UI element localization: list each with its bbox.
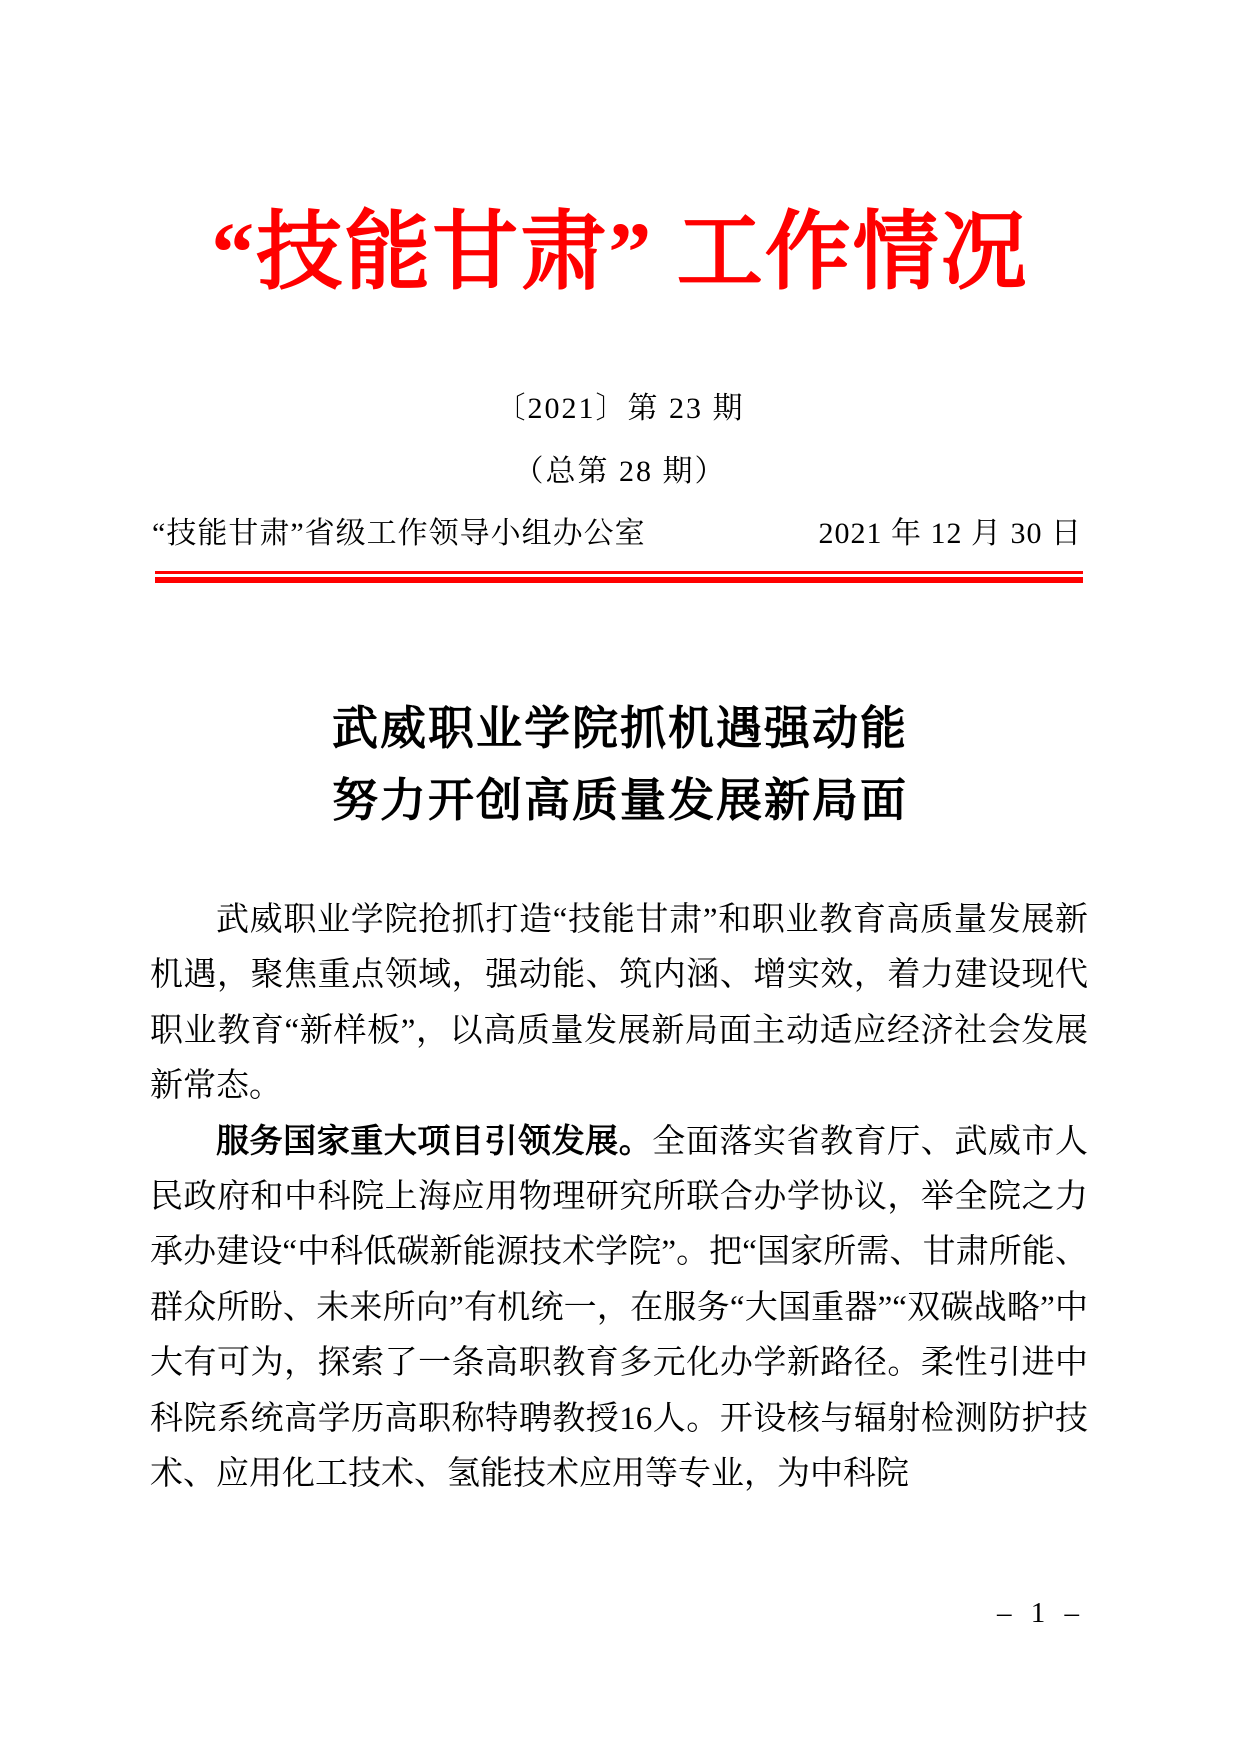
issue-date: 2021 年 12 月 30 日 — [818, 517, 1082, 550]
article-body — [150, 893, 1088, 1502]
issuing-office: “技能甘肃”省级工作领导小组办公室 — [152, 517, 646, 550]
paragraph-1-text: 武威职业学院抢抓打造“技能甘肃”和职业教育高质量发展新机遇，聚焦重点领域，强动能、筑内涵、增实效，着力建设现代职业教育“新样板”，以高质量发展新局面主动适应经济社会发展新常态。 — [150, 902, 1088, 1105]
issue-number: 〔2021〕第 23 期 — [495, 392, 745, 425]
paragraph-1 — [150, 893, 1088, 1115]
paragraph-2 — [150, 1115, 1088, 1503]
total-issue-number: （总第 28 期） — [513, 455, 727, 488]
paragraph-2-text: 全面落实省教育厅、武威市人民政府和中科院上海应用物理研究所联合办学协议，举全院之力承办建设“中科低碳新能源技术学院”。把“国家所需、甘肃所能、群众所盼、未来所向”有机统一，在服务“大国重器”“双碳战略”中大有可为，探索了一条高职教育多元化办学新路径。柔性引进中科院系统高学历高职称特聘教授16人。开设核与辐射检测防护技术、应用化工技术、氢能技术应用等专业，为中科院 — [150, 1123, 1089, 1493]
article-title-line-2: 努力开创高质量发展新局面 — [332, 775, 908, 826]
masthead-byline-row — [152, 508, 1082, 552]
paragraph-2-lead: 服务国家重大项目引领发展。 — [216, 1123, 653, 1160]
page-number: – 1 – — [997, 1597, 1085, 1629]
article-title-line-1: 武威职业学院抓机遇强动能 — [332, 703, 908, 754]
masthead-divider-rule — [155, 571, 1083, 583]
masthead-title: “技能甘肃” 工作情况 — [211, 204, 1029, 300]
